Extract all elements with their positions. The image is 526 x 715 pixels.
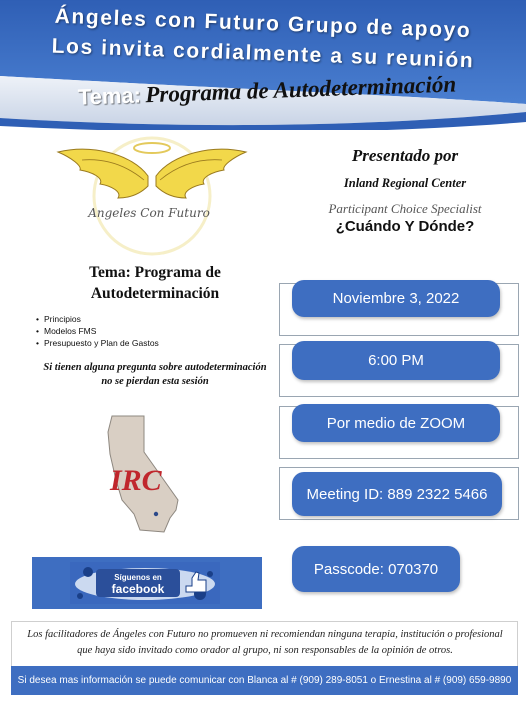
- facebook-follow-line1: Síguenos en: [114, 573, 162, 582]
- topic-bullet-list: [36, 313, 159, 349]
- topic-title: Tema: Programa de Autodeterminación: [89, 264, 221, 302]
- medium-text: Por medio de ZOOM: [326, 414, 466, 432]
- medium-badge: [292, 404, 500, 442]
- topic-bullet-item: • Principios: [36, 313, 159, 325]
- facebook-follow-badge[interactable]: [70, 562, 220, 604]
- presenter-organization: Inland Regional Center: [343, 176, 467, 190]
- banner-title-line1: Ángeles con Futuro Grupo de apoyo: [54, 4, 472, 43]
- logo-text: Angeles Con Futuro: [88, 206, 210, 220]
- contact-footer: [11, 666, 518, 695]
- time-text: 6:00 PM: [368, 352, 424, 369]
- time-badge: [292, 341, 500, 380]
- topic-bullet-item: • Presupuesto y Plan de Gastos: [36, 337, 159, 349]
- irc-california-logo: [104, 414, 184, 534]
- date-badge: [292, 280, 500, 317]
- passcode-text: Passcode: 070370: [313, 560, 439, 578]
- facebook-follow-line2: facebook: [111, 582, 165, 596]
- banner-title-line2: Los invita cordialmente a su reunión: [51, 34, 475, 73]
- contact-footer-text: Si desea mas información se puede comunicar con Blanca al # (909) 289-8051 o Ernestina al # (909) 659-9890: [17, 675, 512, 686]
- topic-bullet-item: • Modelos FMS: [36, 325, 159, 337]
- presenter-role: Participant Choice Specialist: [328, 201, 482, 216]
- header-banner: [0, 0, 526, 130]
- banner-tema-label: Tema:: [77, 82, 142, 110]
- irc-logo-text: IRC: [110, 464, 162, 497]
- when-where-heading: ¿Cuándo Y Dónde?: [335, 218, 475, 235]
- passcode-badge: [292, 546, 460, 592]
- date-text: Noviembre 3, 2022: [332, 290, 460, 307]
- presented-by-heading: Presentado por: [351, 146, 459, 165]
- angel-wings-logo: [52, 136, 252, 256]
- question-note: Si tienen alguna pregunta sobre autodeterminación no se pierdan esta sesión: [43, 362, 267, 387]
- disclaimer-text: Los facilitadores de Ángeles con Futuro no promueven ni recomiendan ninguna terapia, institución o profesional que haya sido invitado como orador al grupo, ni son responsables de la opinión de otros.: [27, 629, 503, 656]
- banner-tema-text: Programa de Autodeterminación: [144, 71, 457, 108]
- meeting-id-badge: [292, 472, 502, 516]
- meeting-id-text: Meeting ID: 889 2322 5466: [306, 485, 488, 503]
